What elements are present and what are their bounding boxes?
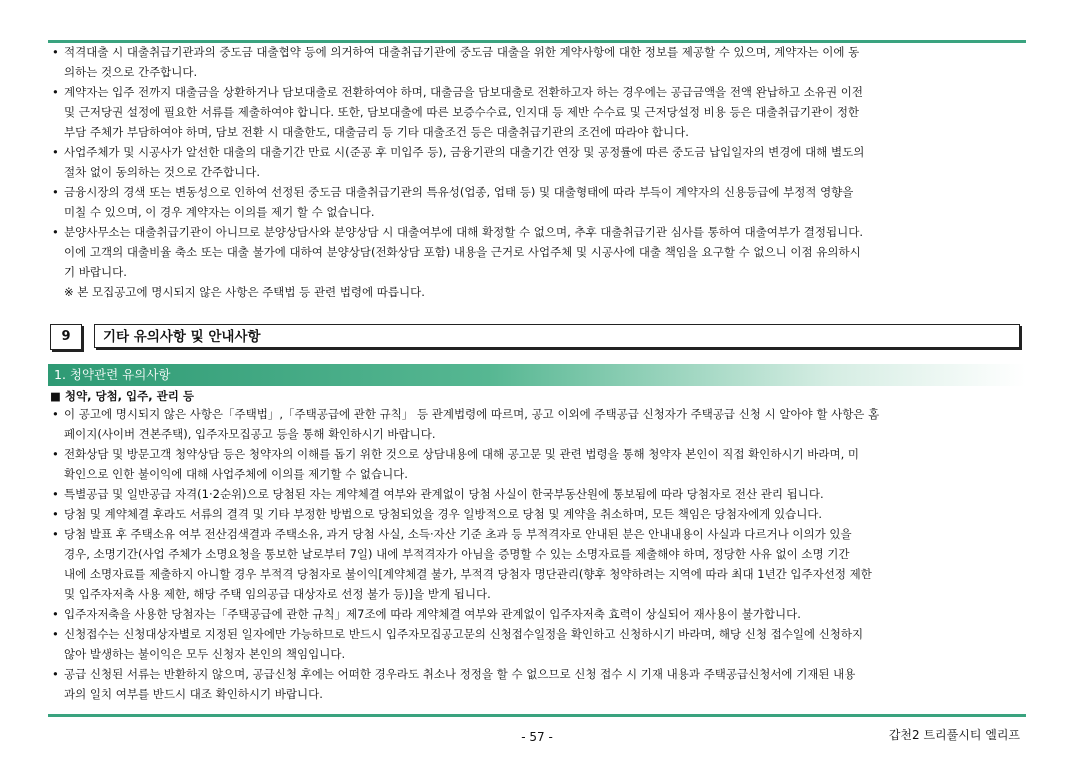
list-item-text: 적격대출 시 대출취급기관과의 중도금 대출협약 등에 의거하여 대출취급기관에 중도금 대출을 위한 계약사항에 대한 정보를 제공할 수 있으며, 계약자는 이에 동 (64, 45, 860, 59)
list-item (50, 604, 1026, 624)
list-item (50, 82, 1026, 142)
list-item (50, 624, 1026, 664)
bullet: • (52, 185, 59, 199)
list-item (50, 504, 1026, 524)
footer-title: 갑천2 트리풀시티 엘리프 (888, 728, 1020, 742)
bullet: • (52, 487, 59, 501)
list-item-text: 분양사무소는 대출취급기관이 아니므로 분양상담사와 분양상담 시 대출여부에 대해 확정할 수 없으며, 추후 대출취급기관 심사를 통하여 대출여부가 결정됩니다. (64, 225, 863, 239)
bullet: • (52, 145, 59, 159)
list-item-text: 및 입주자저축 사용 제한, 해당 주택 임의공급 대상자로 선정 불가 등)]을 받게 됩니다. (64, 587, 491, 601)
list-item (50, 142, 1026, 182)
bottom-divider (48, 714, 1026, 717)
bullet: • (52, 507, 59, 521)
list-item-text: 절차 없이 동의하는 것으로 간주합니다. (64, 165, 261, 179)
list-item-text: 이 공고에 명시되지 않은 사항은「주택법」,「주택공급에 관한 규칙」 등 관계법령에 따르며, 공고 이외에 주택공급 신청자가 주택공급 신청 시 알아야 할 사항은 홈 (64, 407, 880, 421)
list-item-text: 미칠 수 있으며, 이 경우 계약자는 이의를 제기 할 수 없습니다. (64, 205, 375, 219)
list-item (50, 444, 1026, 484)
bullet: • (52, 447, 59, 461)
list-item (50, 182, 1026, 222)
list-item (50, 222, 1026, 302)
list-item-text: ※ 본 모집공고에 명시되지 않은 사항은 주택법 등 관련 법령에 따릅니다. (64, 285, 425, 299)
list-item-text: 의하는 것으로 간주합니다. (64, 65, 198, 79)
list-item-text: 당첨 및 계약체결 후라도 서류의 결격 및 기타 부정한 방법으로 당첨되었을 경우 일방적으로 당첨 및 계약을 취소하며, 모든 책임은 당첨자에게 있습니다. (64, 507, 823, 521)
list-item-text: 공급 신청된 서류는 반환하지 않으며, 공급신청 후에는 어떠한 경우라도 취소나 정정을 할 수 없으므로 신청 접수 시 기재 내용과 주택공급신청서에 기재된 내용 (64, 667, 856, 681)
list-item-text: 확인으로 인한 불이익에 대해 사업주체에 이의를 제기할 수 없습니다. (64, 467, 408, 481)
list-item-text: 입주자저축을 사용한 당첨자는「주택공급에 관한 규칙」제7조에 따라 계약체결 여부와 관계없이 입주자저축 효력이 상실되어 재사용이 불가합니다. (64, 607, 801, 621)
list-item (50, 484, 1026, 504)
list-item-text: 않아 발생하는 불이익은 모두 신청자 본인의 책임입니다. (64, 647, 346, 661)
bottom-notice-block (50, 404, 1026, 704)
list-item-text: 페이지(사이버 견본주택), 입주자모집공고 등을 통해 확인하시기 바랍니다. (64, 427, 436, 441)
list-item-text: 및 근저당권 설정에 필요한 서류를 제출하여야 합니다. 또한, 담보대출에 따른 보증수수료, 인지대 등 제반 수수료 및 근저당설정 비용 등은 대출취급기관이 정한 (64, 105, 860, 119)
bullet: • (52, 225, 59, 239)
list-item-text: 내에 소명자료를 제출하지 아니할 경우 부적격 당첨자로 불이익[계약체결 불가, 부적격 당첨자 명단관리(향후 청약하려는 지역에 따라 최대 1년간 입주자선정 제한 (64, 567, 872, 581)
bullet: • (52, 627, 59, 641)
section-number: 9 (50, 324, 82, 350)
list-item-text: 전화상담 및 방문고객 청약상담 등은 청약자의 이해를 돕기 위한 것으로 상담내용에 대해 공고문 및 관련 법령을 통해 청약자 본인이 직접 확인하시기 바라며, 미 (64, 447, 860, 461)
top-notice-block (50, 42, 1026, 302)
list-item-text: 기 바랍니다. (64, 265, 127, 279)
list-item-text: 이에 고객의 대출비율 축소 또는 대출 불가에 대하여 분양상담(전화상담 포함) 내용을 근거로 사업주체 및 시공사에 대출 책임을 요구할 수 없으니 이점 유의하시 (64, 245, 861, 259)
section-heading (50, 324, 1022, 352)
list-item-text: 부담 주체가 부담하여야 하며, 담보 전환 시 대출한도, 대출금리 등 기타 대출조건 등은 대출취급기관의 조건에 따라야 합니다. (64, 125, 689, 139)
bullet: • (52, 527, 59, 541)
sub-heading: ■ 청약, 당첨, 입주, 관리 등 (50, 389, 194, 403)
bullet: • (52, 45, 59, 59)
list-item-text: 경우, 소명기간(사업 주체가 소명요청을 통보한 날로부터 7일) 내에 부적격자가 아님을 증명할 수 있는 소명자료를 제출해야 하며, 정당한 사유 없이 소명 기간 (64, 547, 850, 561)
list-item (50, 404, 1026, 444)
bullet: • (52, 607, 59, 621)
list-item (50, 664, 1026, 704)
list-item (50, 524, 1026, 604)
list-item-text: 특별공급 및 일반공급 자격(1·2순위)으로 당첨된 자는 계약체결 여부와 관계없이 당첨 사실이 한국부동산원에 통보됨에 따라 당첨자로 전산 관리 됩니다. (64, 487, 824, 501)
list-item-text: 사업주체가 및 시공사가 알선한 대출의 대출기간 만료 시(준공 후 미입주 등), 금융기관의 대출기간 연장 및 공정률에 따른 중도금 납입일자의 변경에 대해 별도의 (64, 145, 865, 159)
list-item-text: 금융시장의 경색 또는 변동성으로 인하여 선정된 중도금 대출취급기관의 특유성(업종, 업태 등) 및 대출형태에 따라 부득이 계약자의 신용등급에 부정적 영향을 (64, 185, 854, 199)
section-title: 기타 유의사항 및 안내사항 (94, 324, 1020, 348)
list-item (50, 42, 1026, 82)
bullet: • (52, 85, 59, 99)
list-item-text: 계약자는 입주 전까지 대출금을 상환하거나 담보대출로 전환하여야 하며, 대출금을 담보대출로 전환하고자 하는 경우에는 공급금액을 전액 완납하고 소유권 이전 (64, 85, 863, 99)
page-number: - 57 - (521, 730, 553, 744)
bullet: • (52, 407, 59, 421)
list-item-text: 당첨 발표 후 주택소유 여부 전산검색결과 주택소유, 과거 당첨 사실, 소득·자산 기준 초과 등 부적격자로 안내된 분은 안내내용이 사실과 다르거나 이의가 있을 (64, 527, 852, 541)
subsection-banner: 1. 청약관련 유의사항 (48, 364, 1026, 386)
bullet: • (52, 667, 59, 681)
list-item-text: 과의 일치 여부를 반드시 대조 확인하시기 바랍니다. (64, 687, 323, 701)
list-item-text: 신청접수는 신청대상자별로 지정된 일자에만 가능하므로 반드시 입주자모집공고문의 신청접수일정을 확인하고 신청하시기 바라며, 해당 신청 접수일에 신청하지 (64, 627, 864, 641)
